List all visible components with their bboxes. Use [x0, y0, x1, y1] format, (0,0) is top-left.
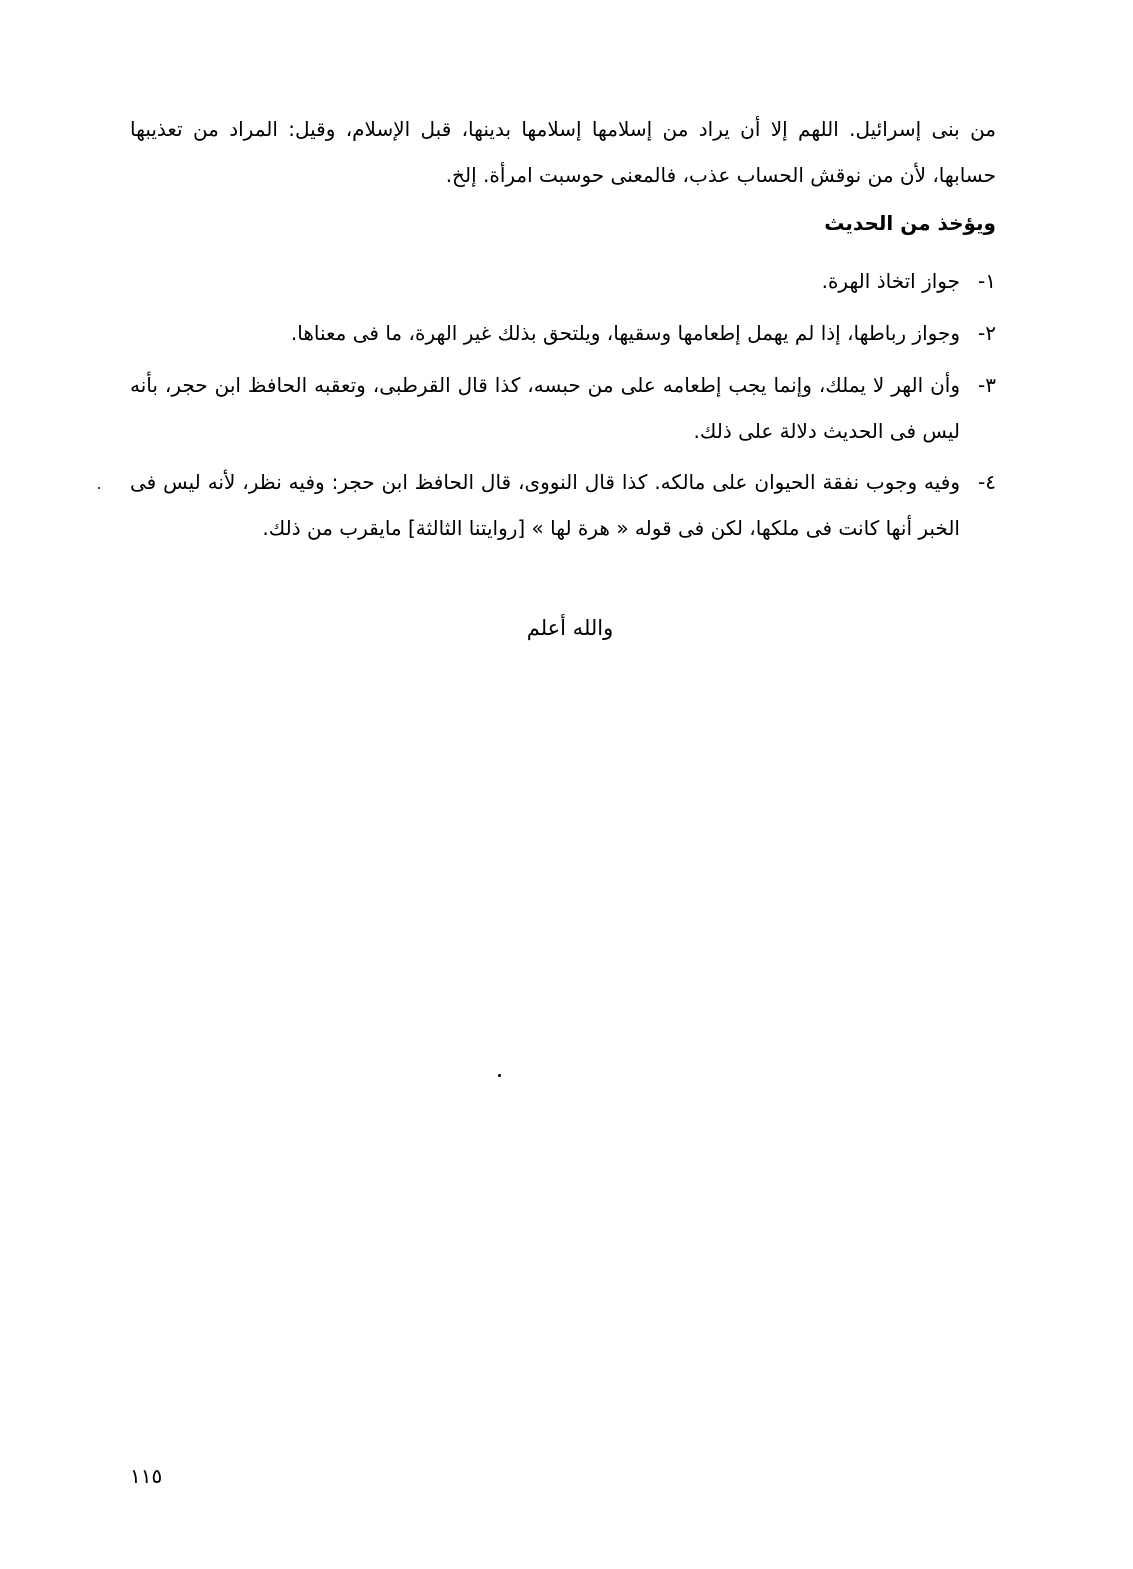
intro-paragraph: من بنى إسرائيل. اللهم إلا أن يراد من إسلامها إسلامها بدينها، قبل الإسلام، وقيل: المراد من تعذيبها حسابها، لأن من نوقش الحساب عذب، فالمعنى حوسبت امرأة. إلخ. — [130, 117, 996, 187]
list-item-text: وأن الهر لا يملك، وإنما يجب إطعامه على من حبسه، كذا قال القرطبى، وتعقبه الحافظ ابن حجر، بأنه ليس فى الحديث دلالة على ذلك. — [130, 373, 960, 443]
list-item-text: جواز اتخاذ الهرة. — [821, 269, 960, 293]
list-item — [130, 362, 996, 454]
list-item-text: وفيه وجوب نفقة الحيوان على مالكه. كذا قال النووى، قال الحافظ ابن حجر: وفيه نظر، لأنه ليس فى الخبر أنها كانت فى ملكها، لكن فى قوله « هرة لها » [روايتنا الثالثة] مايقرب من ذلك. — [130, 470, 960, 540]
page-number: ١١٥ — [130, 1464, 163, 1488]
list-item-number: ٣- — [978, 373, 996, 397]
list-item-number: ١- — [978, 269, 996, 293]
list-item — [130, 258, 996, 304]
list-item-number: ٤- — [978, 470, 996, 494]
scan-speck — [498, 1074, 501, 1077]
list-item-text: وجواز رباطها، إذا لم يهمل إطعامها وسقيها، ويلتحق بذلك غير الهرة، ما فى معناها. — [290, 321, 960, 345]
list-item — [130, 459, 996, 551]
list-item-number: ٢- — [978, 321, 996, 345]
scan-speck — [98, 487, 100, 489]
section-heading: ويؤخذ من الحديث — [824, 211, 996, 235]
closing-phrase: والله أعلم — [526, 616, 614, 640]
list-item — [130, 310, 996, 356]
